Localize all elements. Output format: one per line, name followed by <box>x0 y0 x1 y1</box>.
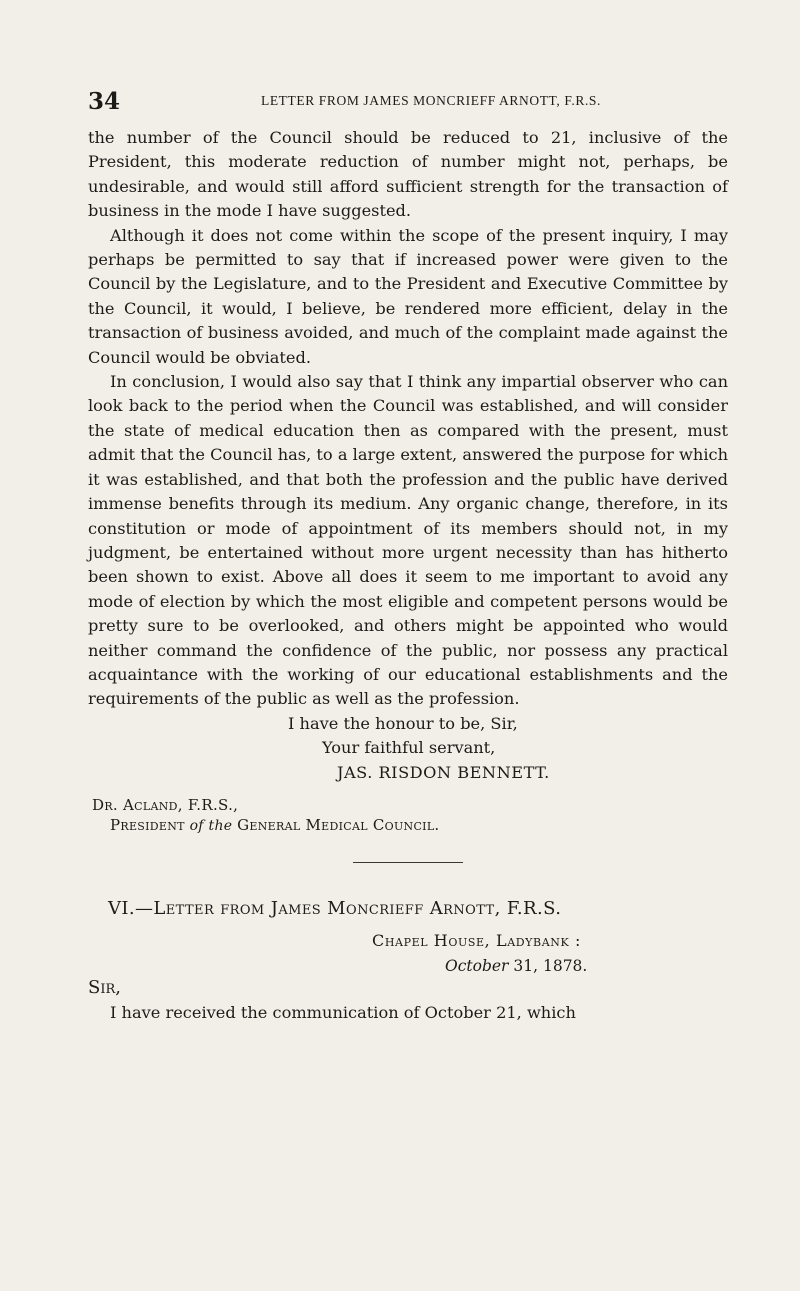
paragraph: the number of the Council should be reduced to 21, inclusive of the President, this moderate reduction of number might not, perhaps, be undesirable, and would still afford sufficient strength for the transaction of business in the mode I have suggested. <box>88 128 728 221</box>
date-month: October <box>445 956 509 975</box>
page-body <box>88 126 728 1025</box>
paragraph: I have received the communication of October 21, which <box>110 1002 576 1022</box>
addressee <box>92 795 728 836</box>
section-divider <box>353 862 463 863</box>
closing-line: I have the honour to be, Sir, <box>288 713 518 733</box>
letter-address: Chapel House, Ladybank : <box>372 931 581 951</box>
addressee-of: of the <box>189 817 233 834</box>
paragraph: In conclusion, I would also say that I think any impartial observer who can look back to the period when the Council was established, and will consider the state of medical education then as compared with the present, must admit that the Council has, to a large extent, answered the purpose for which it was established, and that both the profession and the public have derived immense benefits through its medium. Any organic change, therefore, in its constitution or mode of appointment of its members should not, in my judgment, be entertained without more urgent necessity than has hitherto been shown to exist. Above all does it seem to me important to avoid any mode of election by which the most eligible and competent persons would be pretty sure to be overlooked, and others might be appointed who would neither command the confidence of the public, nor possess any practical acquaintance with the working of our educational establishments and the requirements of the public as well as the profession. <box>88 372 728 709</box>
paragraph: Although it does not come within the scope of the present inquiry, I may perhaps be permitted to say that if increased power were given to the Council by the Legislature, and to the President and Executive Committee by the Council, it would, I believe, be rendered more efficient, delay in the transaction of business avoided, and much of the complaint made against the Council would be obviated. <box>88 225 728 367</box>
addressee-title <box>92 815 728 836</box>
page-header <box>88 88 728 114</box>
signature: JAS. RISDON BENNETT. <box>337 762 550 782</box>
date-rest: 31, 1878. <box>513 956 588 975</box>
letter-date <box>445 954 728 978</box>
closing-line: Your faithful servant, <box>322 738 496 758</box>
running-head: LETTER FROM JAMES MONCRIEFF ARNOTT, F.R.S. <box>260 93 602 108</box>
salutation: Sir, <box>88 977 121 999</box>
addressee-council: General Medical Council. <box>237 815 440 834</box>
addressee-president: President <box>110 815 185 834</box>
section-title: VI.—Letter from James Moncrieff Arnott, F.R.S. <box>108 897 562 919</box>
addressee-name: Dr. Acland, F.R.S., <box>92 795 239 814</box>
page-number: 34 <box>88 88 121 115</box>
